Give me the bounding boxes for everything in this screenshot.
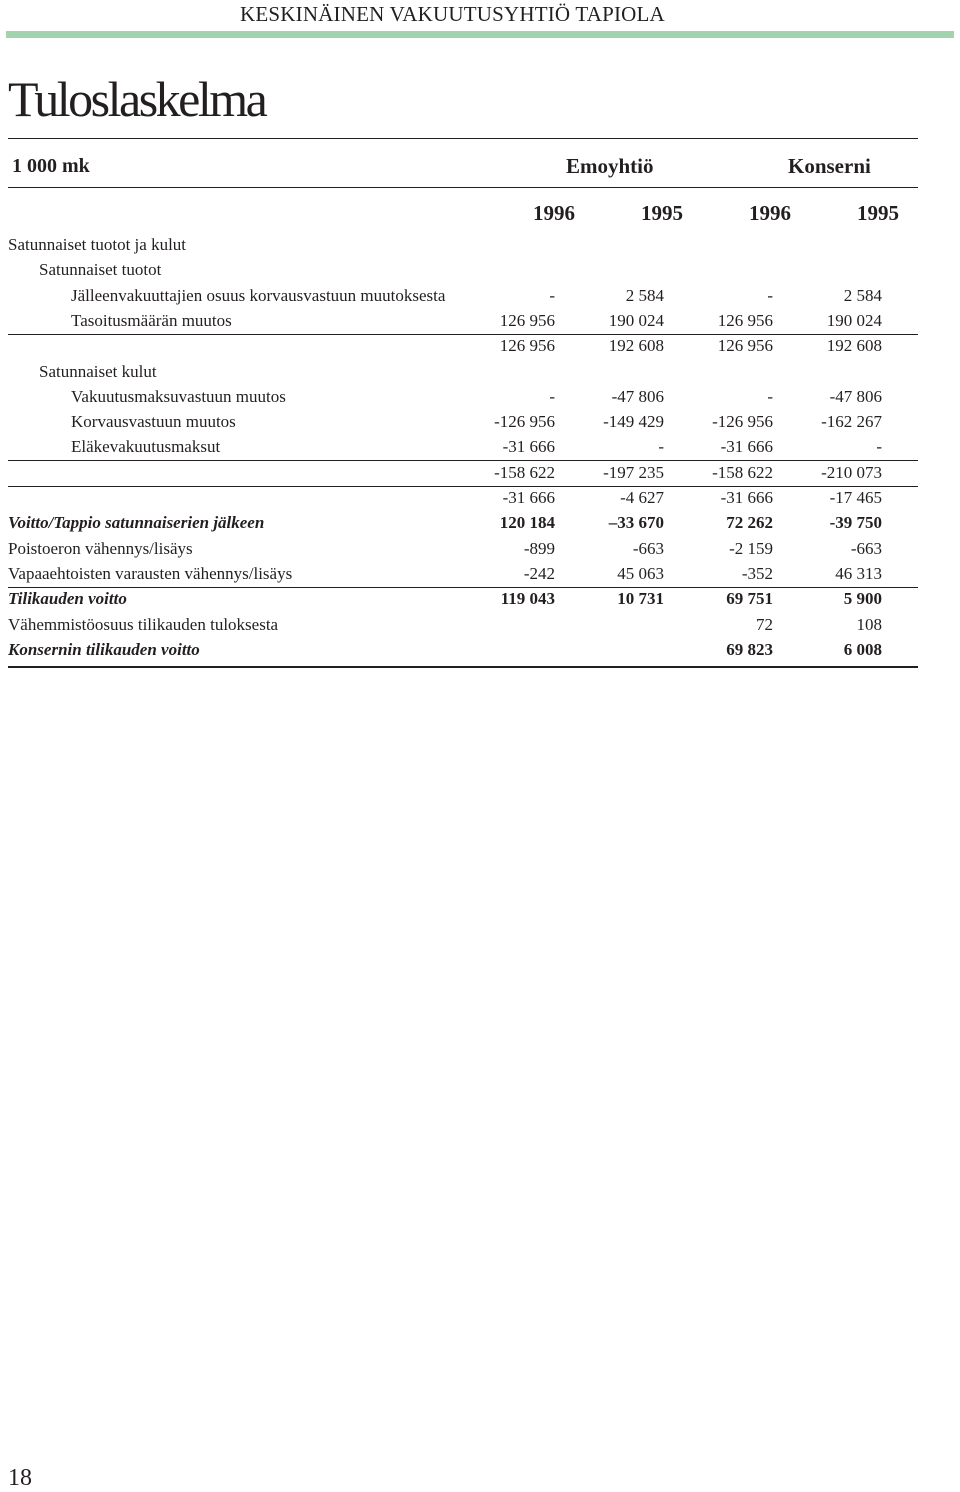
row-value: 2 584 [843, 285, 882, 305]
row-value: 69 751 [726, 589, 773, 609]
row-value: -158 622 [712, 462, 773, 482]
row-label: Poistoeron vähennys/lisäys [8, 538, 193, 558]
year-header: 1995 [857, 201, 899, 225]
row-value: -162 267 [821, 412, 882, 432]
row-value: -2 159 [729, 538, 773, 558]
row-value: -210 073 [821, 462, 882, 482]
row-value: 45 063 [617, 563, 664, 583]
row-label: Vapaaehtoisten varausten vähennys/lisäys [8, 563, 293, 583]
table-row [8, 463, 918, 488]
row-value: -663 [850, 538, 882, 558]
row-label: Satunnaiset kulut [39, 361, 157, 381]
row-value: -47 806 [611, 386, 664, 406]
row-value: 5 900 [843, 589, 882, 609]
table-row [8, 235, 918, 260]
row-label: Vähemmistöosuus tilikauden tuloksesta [8, 614, 279, 634]
row-value: -126 956 [494, 412, 555, 432]
row-label: Jälleenvakuuttajien osuus korvausvastuun muutoksesta [71, 285, 446, 305]
row-value: - [767, 285, 773, 305]
table-row [8, 564, 918, 589]
row-value: -47 806 [829, 386, 882, 406]
bottom-rule [8, 666, 918, 668]
row-label: Tilikauden voitto [8, 589, 127, 609]
row-label: Vakuutusmaksuvastuun muutos [71, 386, 286, 406]
row-value: -126 956 [712, 412, 773, 432]
row-value: 69 823 [726, 639, 773, 659]
page-title: Tuloslaskelma [8, 71, 266, 127]
row-value: -149 429 [603, 412, 664, 432]
table-row [8, 513, 918, 538]
header-rule [8, 187, 918, 188]
company-header: KESKINÄINEN VAKUUTUSYHTIÖ TAPIOLA [240, 2, 665, 26]
table-row [8, 387, 918, 412]
table-row [8, 286, 918, 311]
year-header: 1996 [533, 201, 575, 225]
row-value: - [658, 437, 664, 457]
subtotal-rule [8, 486, 918, 487]
row-value: 46 313 [835, 563, 882, 583]
row-value: -352 [741, 563, 773, 583]
row-value: -4 627 [620, 488, 664, 507]
row-label: Konsernin tilikauden voitto [8, 639, 200, 659]
unit-label: 1 000 mk [12, 155, 90, 177]
row-label: Voitto/Tappio satunnaiserien jälkeen [8, 513, 265, 533]
row-value: –33 670 [608, 513, 664, 533]
row-label: Eläkevakuutusmaksut [71, 437, 221, 457]
row-value: 126 956 [499, 310, 555, 330]
row-value: 126 956 [499, 336, 555, 356]
row-value: -899 [523, 538, 555, 558]
row-value: 2 584 [625, 285, 664, 305]
row-value: -39 750 [829, 513, 882, 533]
row-value: -197 235 [603, 462, 664, 482]
table-row [8, 539, 918, 564]
table-row [8, 412, 918, 437]
row-value: - [876, 437, 882, 457]
row-value: 119 043 [500, 589, 555, 609]
table-row [8, 311, 918, 336]
table-row [8, 615, 918, 640]
subtotal-rule [8, 460, 918, 461]
year-header: 1995 [641, 201, 683, 225]
group-header-group: Konserni [788, 154, 871, 178]
table-row [8, 640, 918, 665]
row-label: Satunnaiset tuotot ja kulut [8, 235, 187, 254]
row-value: 190 024 [826, 310, 882, 330]
row-value: 190 024 [608, 310, 664, 330]
row-label: Satunnaiset tuotot [39, 260, 162, 280]
row-value: 6 008 [843, 639, 882, 659]
row-value: -17 465 [829, 488, 882, 507]
group-header-parent: Emoyhtiö [566, 154, 654, 178]
row-value: 126 956 [717, 336, 773, 356]
table-row [8, 437, 918, 462]
row-value: - [767, 386, 773, 406]
row-value: -31 666 [502, 488, 555, 507]
row-label: Tasoitusmäärän muutos [71, 310, 232, 330]
row-value: 126 956 [717, 310, 773, 330]
row-label: Korvausvastuun muutos [71, 412, 236, 432]
row-value: -242 [523, 563, 555, 583]
table-row [8, 488, 918, 513]
row-value: -31 666 [720, 437, 773, 457]
table-row [8, 589, 918, 614]
table-row [8, 362, 918, 387]
row-value: 192 608 [826, 336, 882, 356]
year-header: 1996 [749, 201, 791, 225]
title-rule [8, 138, 918, 139]
row-value: -31 666 [502, 437, 555, 457]
row-value: 10 731 [617, 589, 664, 609]
row-value: 108 [856, 614, 882, 634]
row-value: 120 184 [499, 513, 555, 533]
total-rule [8, 587, 918, 588]
row-value: 192 608 [608, 336, 664, 356]
row-value: - [549, 285, 555, 305]
page-number: 18 [8, 1465, 32, 1491]
row-value: 72 262 [726, 513, 773, 533]
row-value: -158 622 [494, 462, 555, 482]
table-row [8, 260, 918, 285]
row-value: 72 [756, 614, 773, 634]
header-color-bar [6, 31, 954, 38]
row-value: -31 666 [720, 488, 773, 507]
row-value: - [549, 386, 555, 406]
row-value: -663 [632, 538, 664, 558]
table-row [8, 336, 918, 361]
subtotal-rule [8, 334, 918, 335]
